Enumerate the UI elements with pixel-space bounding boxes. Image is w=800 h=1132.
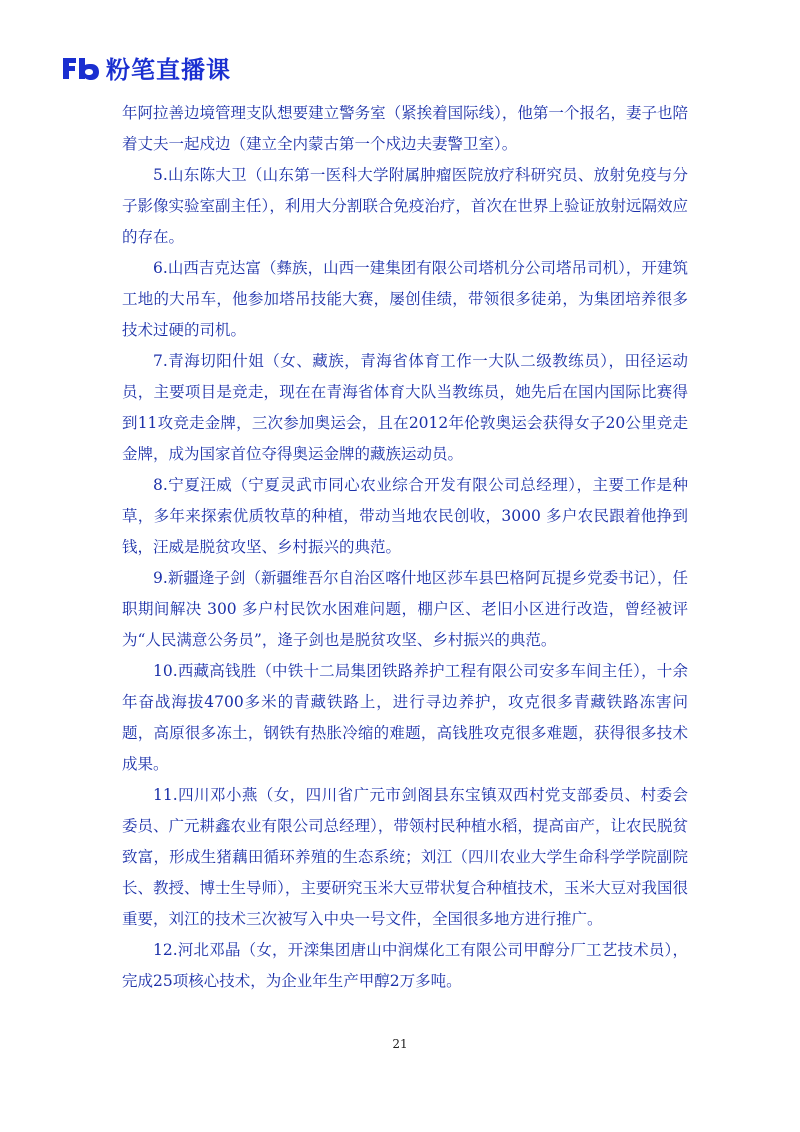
paragraph-item-8: 8.宁夏汪威（宁夏灵武市同心农业综合开发有限公司总经理），主要工作是种草，多年来探索优质牧草的种植，带动当地农民创收，3000 多户农民跟着他挣到钱，汪威是脱贫攻坚、乡村振兴的典范。 xyxy=(122,476,688,556)
paragraph-item-7: 7.青海切阳什姐（女、藏族，青海省体育工作一大队二级教练员），田径运动员，主要项目是竞走，现在在青海省体育大队当教练员，她先后在国内国际比赛得到11攻竞走金牌，三次参加奥运会，且在2012年伦敦奥运会获得女子20公里竞走金牌，成为国家首位夺得奥运金牌的藏族运动员。 xyxy=(122,352,688,463)
brand-text: 粉笔直播课 xyxy=(106,56,231,84)
paragraph-item-5: 5.山东陈大卫（山东第一医科大学附属肿瘤医院放疗科研究员、放射免疫与分子影像实验室副主任），利用大分割联合免疫治疗，首次在世界上验证放射远隔效应的存在。 xyxy=(122,166,688,246)
paragraph-item-10: 10.西藏高钱胜（中铁十二局集团铁路养护工程有限公司安多车间主任），十余年奋战海拔4700多米的青藏铁路上，进行寻边养护，攻克很多青藏铁路冻害问题，高原很多冻土，钢铁有热胀冷缩的难题，高钱胜攻克很多难题，获得很多技术成果。 xyxy=(122,662,688,773)
paragraph-item-11: 11.四川邓小燕（女，四川省广元市剑阁县东宝镇双西村党支部委员、村委会委员、广元耕鑫农业有限公司总经理），带领村民种植水稻，提高亩产，让农民脱贫致富，形成生猪藕田循环养殖的生态系统；刘江（四川农业大学生命科学学院副院长、教授、博士生导师），主要研究玉米大豆带状复合种植技术，玉米大豆对我国很重要，刘江的技术三次被写入中央一号文件，全国很多地方进行推广。 xyxy=(122,786,688,928)
paragraph-item-6: 6.山西吉克达富（彝族，山西一建集团有限公司塔机分公司塔吊司机），开建筑工地的大吊车，他参加塔吊技能大赛，屡创佳绩，带领很多徒弟，为集团培养很多技术过硬的司机。 xyxy=(122,259,688,339)
paragraph-item-12: 12.河北邓晶（女，开滦集团唐山中润煤化工有限公司甲醇分厂工艺技术员），完成25项核心技术，为企业年生产甲醇2万多吨。 xyxy=(122,941,688,990)
paragraph-continued: 年阿拉善边境管理支队想要建立警务室（紧挨着国际线），他第一个报名，妻子也陪着丈夫一起戍边（建立全内蒙古第一个戍边夫妻警卫室）。 xyxy=(122,104,688,153)
paragraph-item-9: 9.新疆逄子剑（新疆维吾尔自治区喀什地区莎车县巴格阿瓦提乡党委书记），任职期间解决 300 多户村民饮水困难问题，棚户区、老旧小区进行改造，曾经被评为“人民满意公务员”，逄子剑也是脱贫攻坚、乡村振兴的典范。 xyxy=(122,569,688,649)
fb-logo-icon xyxy=(60,54,100,82)
document-body xyxy=(122,98,688,997)
brand-logo xyxy=(60,50,231,85)
page-number: 21 xyxy=(392,1037,408,1051)
